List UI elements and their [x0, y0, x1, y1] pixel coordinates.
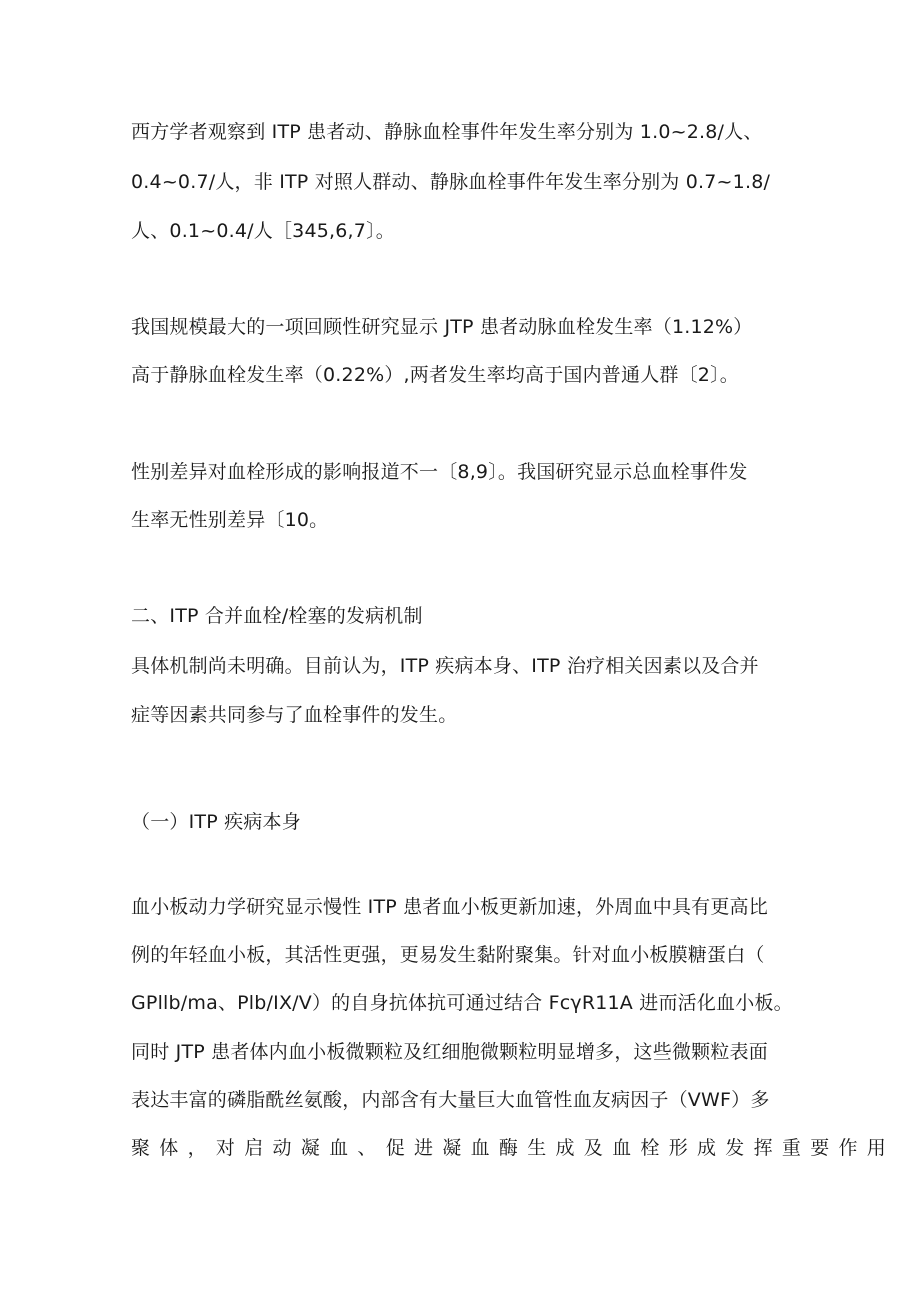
section-text-line-1: 具体机制尚未明确。目前认为，ITP 疾病本身、ITP 治疗相关因素以及合并: [131, 655, 759, 677]
paragraph-1-line-2: 0.4~0.7/人，非 ITP 对照人群动、静脉血栓事件年发生率分别为 0.7~1.8/: [131, 171, 771, 193]
paragraph-4-line-5: 表达丰富的磷脂酰丝氨酸，内部含有大量巨大血管性血友病因子（VWF）多: [131, 1089, 770, 1111]
paragraph-4-line-6: 聚体，对启动凝血、促进凝血酶生成及血栓形成发挥重要作用: [131, 1137, 896, 1159]
paragraph-1-line-1: 西方学者观察到 ITP 患者动、静脉血栓事件年发生率分别为 1.0~2.8/人、: [131, 121, 763, 143]
paragraph-3-line-1: 性别差异对血栓形成的影响报道不一〔8,9〕。我国研究显示总血栓事件发: [131, 461, 748, 483]
paragraph-3-line-2: 生率无性别差异〔10。: [131, 509, 329, 531]
paragraph-2-line-1: 我国规模最大的一项回顾性研究显示 JTP 患者动脉血栓发生率（1.12%）: [131, 316, 753, 338]
paragraph-4-line-1: 血小板动力学研究显示慢性 ITP 患者血小板更新加速，外周血中具有更高比: [131, 896, 768, 918]
paragraph-4-line-4: 同时 JTP 患者体内血小板微颗粒及红细胞微颗粒明显增多，这些微颗粒表面: [131, 1041, 768, 1063]
subsection-heading: （一）ITP 疾病本身: [131, 811, 301, 833]
paragraph-1-line-3: 人、0.1~0.4/人［345,6,7〕。: [131, 220, 395, 242]
paragraph-4-line-3: GPllb/ma、Plb/IX/V）的自身抗体抗可通过结合 FcγR11A 进而活化血小板。: [131, 992, 793, 1014]
section-text-line-2: 症等因素共同参与了血栓事件的发生。: [131, 704, 458, 726]
paragraph-2-line-2: 高于静脉血栓发生率（0.22%）,两者发生率均高于国内普通人群〔2〕。: [131, 364, 739, 386]
paragraph-4-line-2: 例的年轻血小板，其活性更强，更易发生黏附聚集。针对血小板膜糖蛋白（: [131, 944, 765, 966]
section-heading: 二、ITP 合并血栓/栓塞的发病机制: [131, 605, 423, 627]
